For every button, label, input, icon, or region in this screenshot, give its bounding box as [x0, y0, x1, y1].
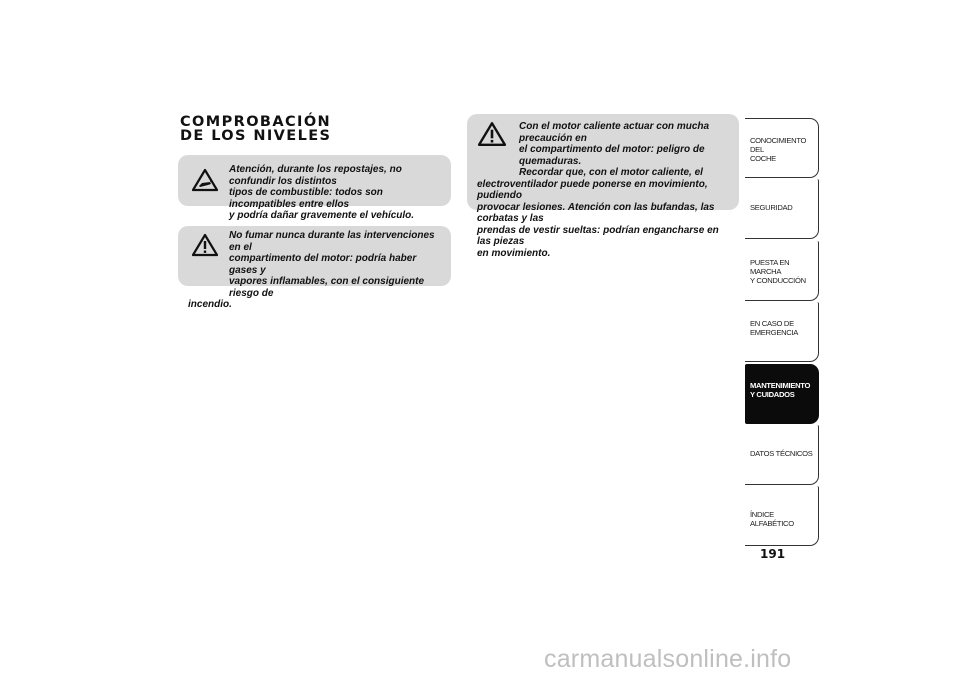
warning-line: y podría dañar gravemente el vehículo. — [229, 210, 415, 221]
tab-en-caso-de-emergencia[interactable] — [745, 302, 819, 362]
warning-line: tipos de combustible: todos son incompatibles entre ellos — [229, 187, 383, 210]
warning-text-smoking — [188, 230, 441, 311]
tab-label: EN CASO DE — [750, 319, 794, 329]
chapter-index-tabs — [745, 118, 819, 548]
tab-label: PUESTA EN MARCHA — [750, 257, 790, 276]
warning-line: No fumar nunca durante las intervenciones en el — [229, 230, 435, 253]
page-number: 191 — [760, 547, 786, 561]
fuel-nozzle-warning-icon — [192, 168, 218, 192]
section-title-line2: DE LOS NIVELES — [180, 128, 332, 144]
tab-label: MANTENIMIENTO — [750, 380, 811, 390]
warning-line: en movimiento. — [477, 247, 551, 259]
tab-label: EMERGENCIA — [750, 328, 799, 338]
warning-line: Con el motor caliente actuar con mucha precaución en — [519, 121, 710, 144]
section-title-line1: COMPROBACIÓN — [180, 114, 332, 130]
tab-label: DATOS TÉCNICOS — [750, 448, 813, 458]
tab-seguridad[interactable] — [745, 179, 819, 239]
tab-mantenimiento-y-cuidados[interactable] — [745, 364, 819, 424]
warning-line: compartimento del motor: podría haber gases y — [229, 253, 417, 276]
warning-box-smoking — [178, 226, 451, 310]
warning-box-fuel — [178, 155, 451, 221]
warning-line: electroventilador puede ponerse en movimiento, pudiendo — [477, 178, 708, 201]
warning-line: provocar lesiones. Atención con las bufandas, las corbatas y las — [477, 201, 715, 224]
tab-conocimiento-del-coche[interactable] — [745, 118, 819, 178]
section-title — [180, 115, 331, 143]
tab-label: Y CONDUCCIÓN — [750, 275, 806, 285]
watermark: carmanualsonline.info — [544, 645, 792, 673]
warning-line: vapores inflamables, con el consiguiente riesgo de — [229, 276, 425, 299]
warning-text-hot-engine — [477, 121, 731, 259]
warning-box-hot-engine — [467, 114, 739, 259]
tab-datos-tecnicos[interactable] — [745, 425, 819, 485]
tab-indice-alfabetico[interactable] — [745, 486, 819, 546]
warning-line: Recordar que, con el motor caliente, el — [519, 167, 703, 178]
tab-label: COCHE — [750, 154, 776, 163]
warning-text-fuel — [229, 164, 441, 222]
warning-line: Atención, durante los repostajes, no confundir los distintos — [229, 164, 402, 187]
warning-line: el compartimento del motor: peligro de quemaduras. — [519, 144, 705, 167]
warning-line: incendio. — [188, 299, 232, 310]
tab-label: CONOCIMIENTO DEL — [750, 136, 807, 154]
tab-label: SEGURIDAD — [750, 203, 793, 213]
tab-puesta-en-marcha[interactable] — [745, 241, 819, 301]
tab-label: Y CUIDADOS — [750, 389, 795, 399]
warning-line: prendas de vestir sueltas: podrían engancharse en las piezas — [477, 224, 719, 247]
tab-label: ÍNDICE ALFABÉTICO — [750, 510, 794, 529]
